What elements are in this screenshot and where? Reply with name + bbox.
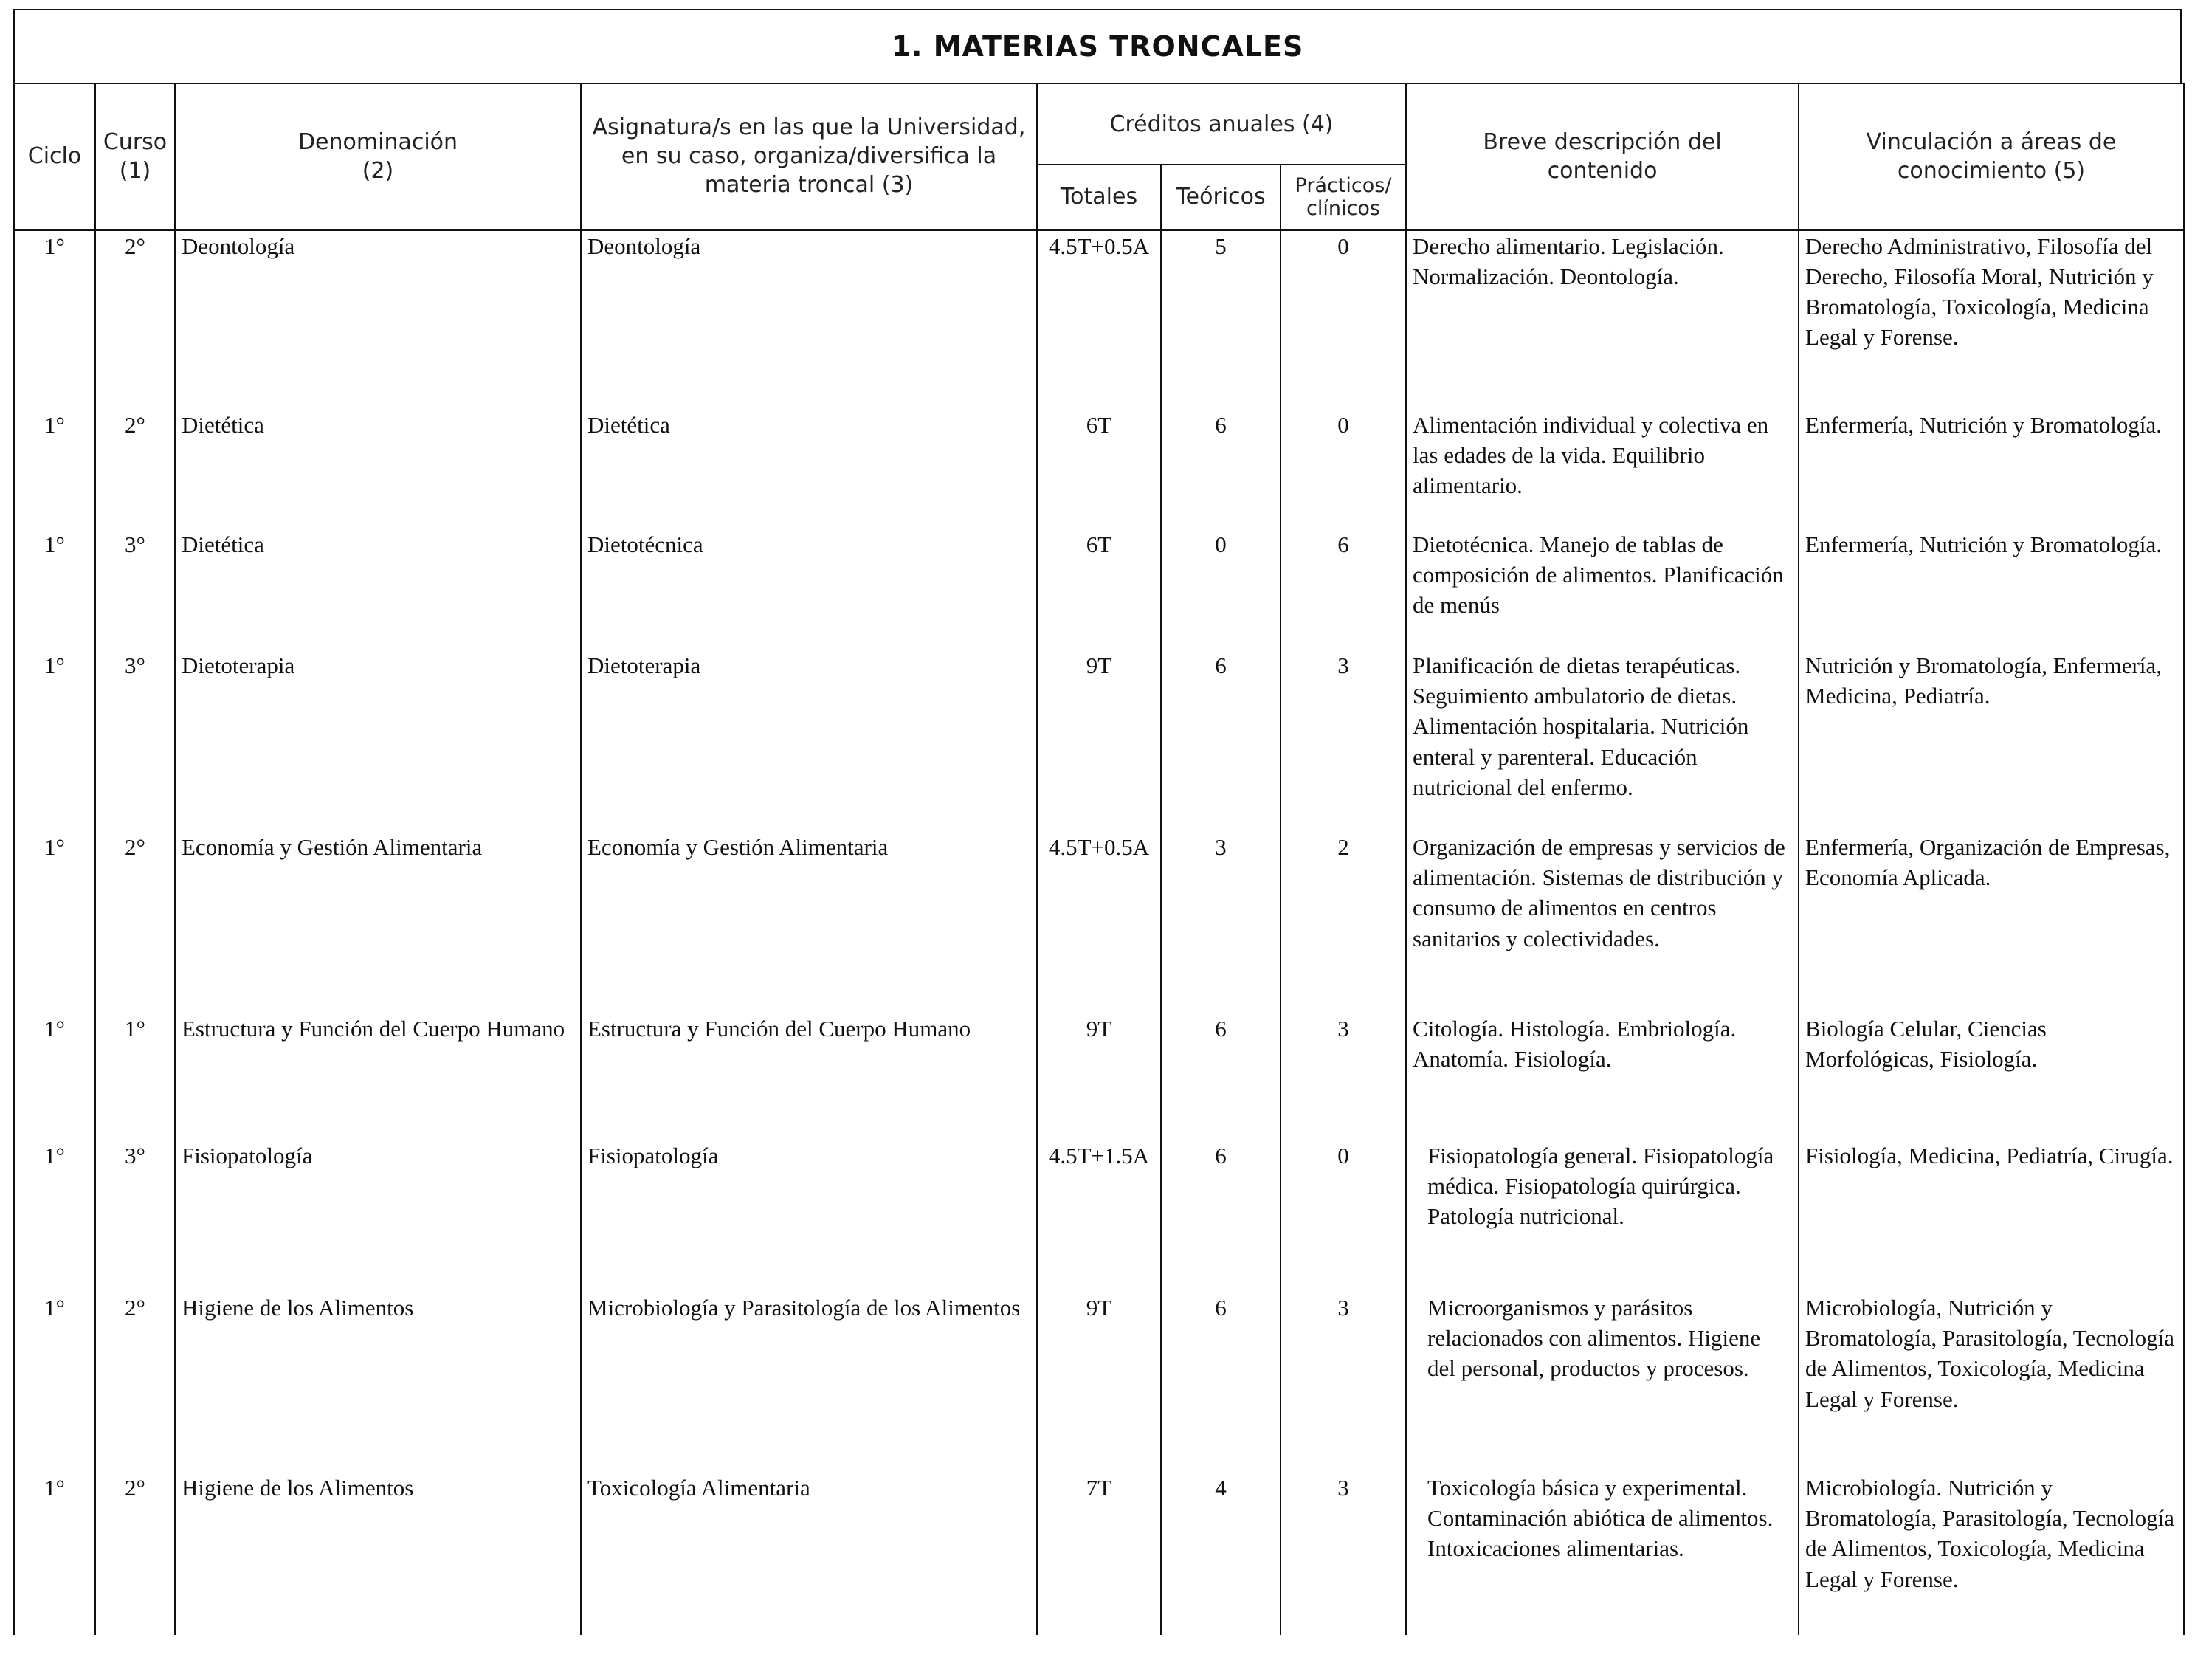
cell-ciclo: 1° [14,410,95,529]
cell-ciclo: 1° [14,1473,95,1635]
cell-teoricos: 3 [1161,832,1281,1013]
cell-denominacion: Estructura y Función del Cuerpo Humano [175,1013,581,1140]
header-asignatura: Asignatura/s en las que la Universidad, en su caso, organiza/diversifica la materia troncal (3) [581,83,1037,230]
cell-ciclo: 1° [14,1013,95,1140]
cell-vinculacion: Derecho Administrativo, Filosofía del Derecho, Filosofía Moral, Nutrición y Bromatología, Toxicología, Medicina Legal y Forense. [1799,230,2184,410]
header-ciclo: Ciclo [14,83,95,230]
cell-practicos: 3 [1281,1473,1406,1635]
cell-vinculacion: Enfermería, Nutrición y Bromatología. [1799,410,2184,529]
cell-asignatura: Economía y Gestión Alimentaria [581,832,1037,1013]
header-denominacion-note: (2) [362,157,394,184]
cell-denominacion: Deontología [175,230,581,410]
cell-descripcion: Dietotécnica. Manejo de tablas de composición de alimentos. Planificación de menús [1406,529,1799,650]
cell-practicos: 6 [1281,529,1406,650]
cell-practicos: 3 [1281,1292,1406,1473]
cell-asignatura: Dietética [581,410,1037,529]
header-totales: Totales [1037,165,1161,230]
cell-teoricos: 6 [1161,1013,1281,1140]
cell-ciclo: 1° [14,529,95,650]
cell-practicos: 2 [1281,832,1406,1013]
cell-curso: 2° [95,832,175,1013]
cell-denominacion: Dietética [175,410,581,529]
cell-totales: 6T [1037,410,1161,529]
table-row [14,832,2184,1013]
cell-curso: 3° [95,1140,175,1292]
cell-asignatura: Dietoterapia [581,650,1037,832]
header-curso-label: Curso [103,128,168,155]
table-row [14,650,2184,832]
cell-asignatura: Dietotécnica [581,529,1037,650]
header-teoricos: Teóricos [1161,165,1281,230]
cell-totales: 9T [1037,1013,1161,1140]
cell-ciclo: 1° [14,230,95,410]
cell-descripcion: Microorganismos y parásitos relacionados con alimentos. Higiene del personal, productos y procesos. [1406,1292,1799,1473]
table-row [14,1013,2184,1140]
cell-practicos: 0 [1281,230,1406,410]
table-title-box [13,9,2182,84]
cell-descripcion: Derecho alimentario. Legislación. Normalización. Deontología. [1406,230,1799,410]
table-body [14,230,2184,1635]
cell-teoricos: 5 [1161,230,1281,410]
cell-denominacion: Higiene de los Alimentos [175,1473,581,1635]
header-denominacion [175,83,581,230]
header-practicos: Prácticos/ clínicos [1281,165,1406,230]
cell-teoricos: 4 [1161,1473,1281,1635]
table-header [14,83,2184,230]
cell-practicos: 3 [1281,1013,1406,1140]
cell-practicos: 0 [1281,1140,1406,1292]
cell-curso: 3° [95,529,175,650]
document-page [13,9,2183,1680]
table-row [14,410,2184,529]
cell-teoricos: 6 [1161,650,1281,832]
cell-ciclo: 1° [14,1140,95,1292]
cell-curso: 2° [95,1292,175,1473]
cell-denominacion: Economía y Gestión Alimentaria [175,832,581,1013]
header-denominacion-label: Denominación [297,128,458,155]
cell-totales: 9T [1037,650,1161,832]
header-curso-note: (1) [119,157,151,184]
table-row [14,230,2184,410]
cell-asignatura: Toxicología Alimentaria [581,1473,1037,1635]
cell-descripcion: Planificación de dietas terapéuticas. Seguimiento ambulatorio de dietas. Alimentación hospitalaria. Nutrición enteral y parenteral. Educación nutricional del enfermo. [1406,650,1799,832]
cell-asignatura: Fisiopatología [581,1140,1037,1292]
cell-practicos: 0 [1281,410,1406,529]
cell-asignatura: Estructura y Función del Cuerpo Humano [581,1013,1037,1140]
troncales-table [13,83,2185,1635]
cell-denominacion: Dietética [175,529,581,650]
cell-vinculacion: Microbiología, Nutrición y Bromatología, Parasitología, Tecnología de Alimentos, Toxicología, Medicina Legal y Forense. [1799,1292,2184,1473]
table-row [14,1292,2184,1473]
header-descripcion: Breve descripción del contenido [1406,83,1799,230]
cell-totales: 7T [1037,1473,1161,1635]
cell-teoricos: 0 [1161,529,1281,650]
table-row [14,1140,2184,1292]
cell-descripcion: Organización de empresas y servicios de alimentación. Sistemas de distribución y consumo de alimentos en centros sanitarios y colectividades. [1406,832,1799,1013]
cell-descripcion: Citología. Histología. Embriología. Anatomía. Fisiología. [1406,1013,1799,1140]
cell-totales: 9T [1037,1292,1161,1473]
cell-denominacion: Dietoterapia [175,650,581,832]
cell-curso: 2° [95,230,175,410]
cell-ciclo: 1° [14,1292,95,1473]
cell-vinculacion: Fisiología, Medicina, Pediatría, Cirugía. [1799,1140,2184,1292]
page-title: 1. MATERIAS TRONCALES [891,30,1304,63]
cell-vinculacion: Nutrición y Bromatología, Enfermería, Medicina, Pediatría. [1799,650,2184,832]
cell-descripcion: Fisiopatología general. Fisiopatología médica. Fisiopatología quirúrgica. Patología nutricional. [1406,1140,1799,1292]
cell-vinculacion: Microbiología. Nutrición y Bromatología, Parasitología, Tecnología de Alimentos, Toxicología, Medicina Legal y Forense. [1799,1473,2184,1635]
cell-curso: 1° [95,1013,175,1140]
cell-denominacion: Higiene de los Alimentos [175,1292,581,1473]
table-row [14,1473,2184,1635]
cell-descripcion: Alimentación individual y colectiva en las edades de la vida. Equilibrio alimentario. [1406,410,1799,529]
cell-vinculacion: Enfermería, Nutrición y Bromatología. [1799,529,2184,650]
cell-ciclo: 1° [14,832,95,1013]
cell-totales: 6T [1037,529,1161,650]
cell-vinculacion: Biología Celular, Ciencias Morfológicas, Fisiología. [1799,1013,2184,1140]
table-row [14,529,2184,650]
cell-asignatura: Deontología [581,230,1037,410]
cell-totales: 4.5T+0.5A [1037,230,1161,410]
cell-curso: 3° [95,650,175,832]
header-curso [95,83,175,230]
header-creditos: Créditos anuales (4) [1037,83,1406,165]
cell-curso: 2° [95,410,175,529]
cell-teoricos: 6 [1161,1140,1281,1292]
cell-totales: 4.5T+1.5A [1037,1140,1161,1292]
cell-practicos: 3 [1281,650,1406,832]
cell-ciclo: 1° [14,650,95,832]
cell-teoricos: 6 [1161,410,1281,529]
cell-descripcion: Toxicología básica y experimental. Contaminación abiótica de alimentos. Intoxicaciones alimentarias. [1406,1473,1799,1635]
header-vinculacion: Vinculación a áreas de conocimiento (5) [1799,83,2184,230]
cell-vinculacion: Enfermería, Organización de Empresas, Economía Aplicada. [1799,832,2184,1013]
cell-teoricos: 6 [1161,1292,1281,1473]
cell-denominacion: Fisiopatología [175,1140,581,1292]
cell-totales: 4.5T+0.5A [1037,832,1161,1013]
cell-asignatura: Microbiología y Parasitología de los Alimentos [581,1292,1037,1473]
cell-curso: 2° [95,1473,175,1635]
